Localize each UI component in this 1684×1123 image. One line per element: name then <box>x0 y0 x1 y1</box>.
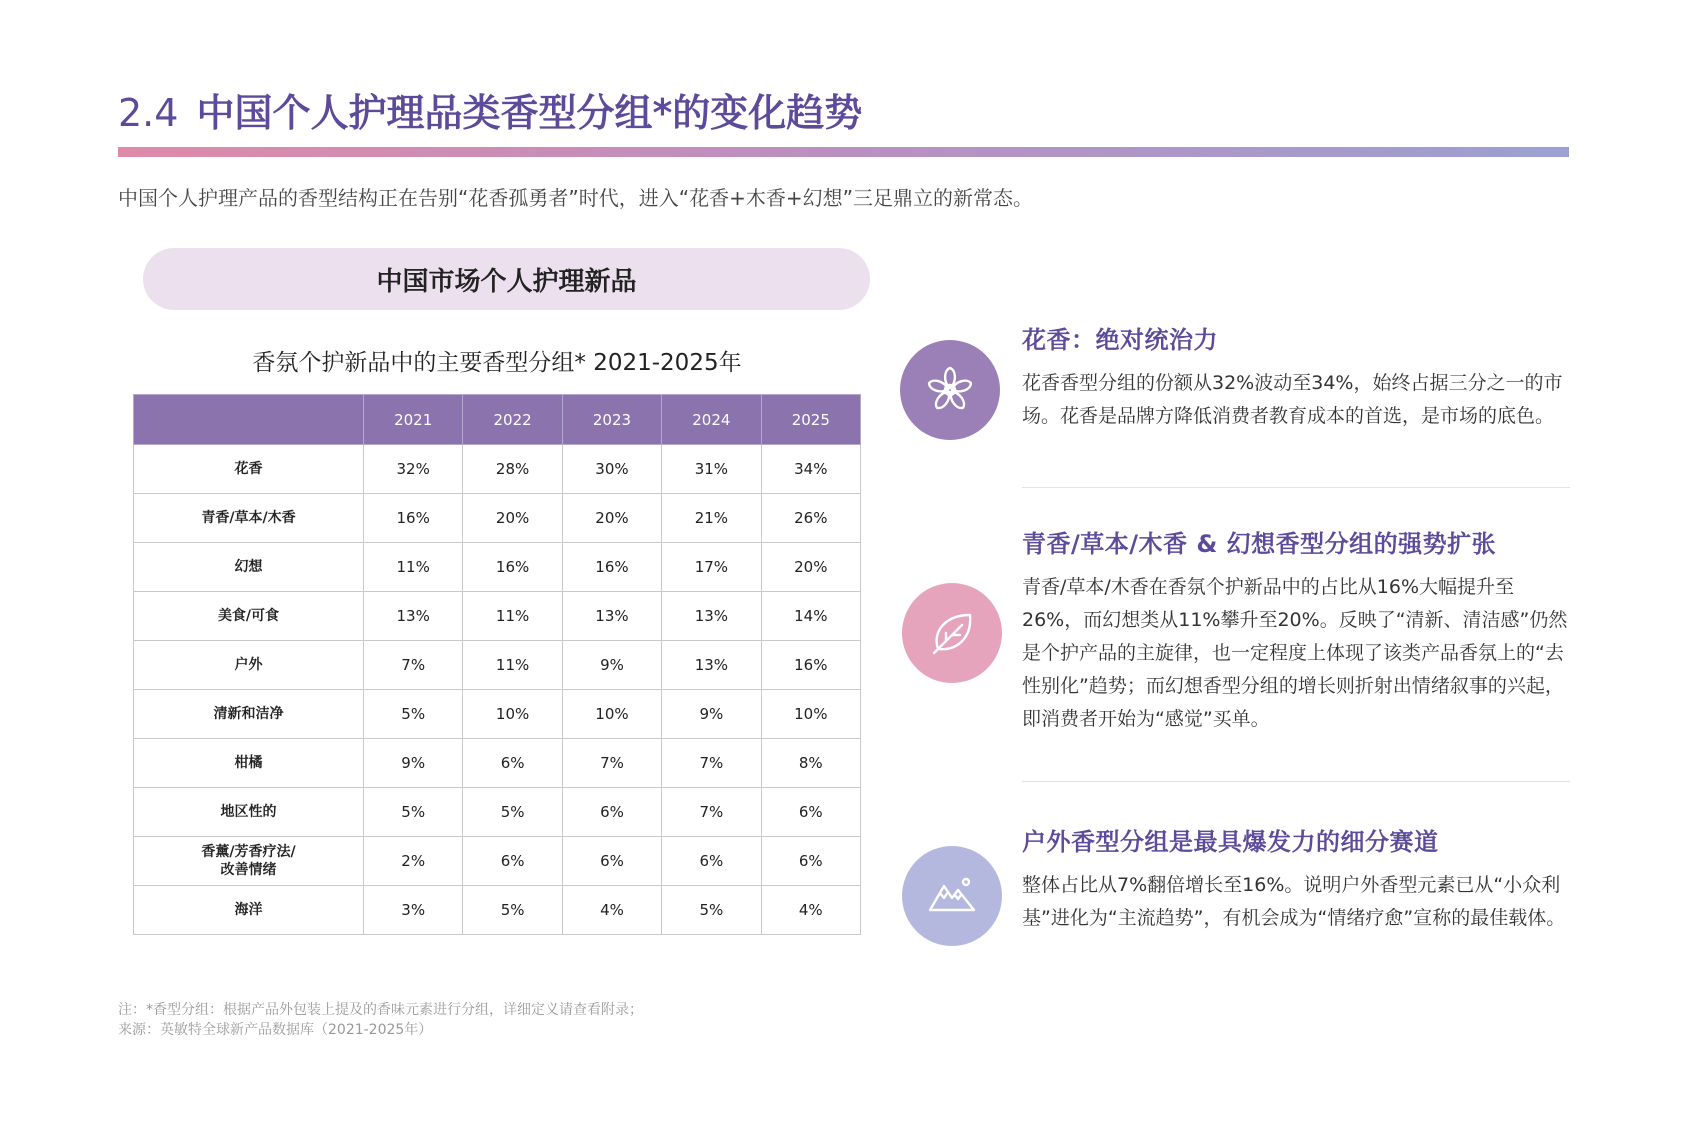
table-cell: 28% <box>463 445 562 494</box>
table-cell: 13% <box>562 592 661 641</box>
page-title <box>118 82 862 137</box>
table-cell: 32% <box>364 445 463 494</box>
insight-3-icon-badge <box>902 846 1002 946</box>
row-label: 清新和洁净 <box>134 690 364 739</box>
section-divider <box>1022 487 1570 488</box>
column-header: 2021 <box>364 395 463 445</box>
insight-body: 花香香型分组的份额从32%波动至34%，始终占据三分之一的市场。花香是品牌方降低消费者教育成本的首选，是市场的底色。 <box>1022 372 1563 427</box>
table-cell: 2% <box>364 837 463 886</box>
table-cell: 16% <box>463 543 562 592</box>
table-row <box>134 739 861 788</box>
table-cell: 5% <box>364 690 463 739</box>
table-row <box>134 592 861 641</box>
table-cell: 16% <box>761 641 860 690</box>
insight-title: 花香：绝对统治力 <box>1022 326 1218 354</box>
row-label: 幻想 <box>134 543 364 592</box>
column-header: 2023 <box>562 395 661 445</box>
table-cell: 9% <box>562 641 661 690</box>
page-subtitle: 中国个人护理产品的香型结构正在告别“花香孤勇者”时代，进入“花香+木香+幻想”三足鼎立的新常态。 <box>118 186 1033 210</box>
table-cell: 13% <box>662 592 761 641</box>
table-cell: 4% <box>761 886 860 935</box>
row-label: 美食/可食 <box>134 592 364 641</box>
table-cell: 8% <box>761 739 860 788</box>
table-row <box>134 886 861 935</box>
insight-2-icon-badge <box>902 583 1002 683</box>
table-row <box>134 543 861 592</box>
table-cell: 11% <box>463 592 562 641</box>
table-cell: 16% <box>364 494 463 543</box>
fragrance-share-table <box>133 394 861 935</box>
table-cell: 7% <box>662 739 761 788</box>
table-cell: 5% <box>364 788 463 837</box>
table-cell: 6% <box>562 788 661 837</box>
insight-body: 青香/草本/木香在香氛个护新品中的占比从16%大幅提升至26%，而幻想类从11%攀升至20%。反映了“清新、清洁感”仍然是个护产品的主旋律，也一定程度上体现了该类产品香氛上的“去性别化”趋势；而幻想香型分组的增长则折射出情绪叙事的兴起，即消费者开始为“感觉”买单。 <box>1022 576 1568 730</box>
table-cell: 9% <box>364 739 463 788</box>
table-cell: 10% <box>463 690 562 739</box>
panel-heading-pill: 中国市场个人护理新品 <box>143 248 870 310</box>
table-cell: 10% <box>562 690 661 739</box>
table-row <box>134 641 861 690</box>
table-cell: 17% <box>662 543 761 592</box>
column-header: 2025 <box>761 395 860 445</box>
column-header: 2024 <box>662 395 761 445</box>
table-header-row <box>134 395 861 445</box>
table-row <box>134 690 861 739</box>
table-cell: 30% <box>562 445 661 494</box>
table-cell: 13% <box>364 592 463 641</box>
mountain-icon <box>924 868 980 924</box>
row-label: 花香 <box>134 445 364 494</box>
table-cell: 20% <box>463 494 562 543</box>
table-cell: 14% <box>761 592 860 641</box>
table-cell: 21% <box>662 494 761 543</box>
table-cell: 9% <box>662 690 761 739</box>
table-cell: 7% <box>662 788 761 837</box>
table-row <box>134 788 861 837</box>
table-cell: 20% <box>562 494 661 543</box>
table-cell: 10% <box>761 690 860 739</box>
title-text: 中国个人护理品类香型分组*的变化趋势 <box>196 91 863 135</box>
table-cell: 4% <box>562 886 661 935</box>
insight-title: 户外香型分组是最具爆发力的细分赛道 <box>1022 828 1439 856</box>
table-cell: 5% <box>463 886 562 935</box>
section-number: 2.4 <box>118 91 179 135</box>
table-cell: 5% <box>662 886 761 935</box>
insight-1-icon-badge <box>900 340 1000 440</box>
footnote-source: 来源：英敏特全球新产品数据库（2021-2025年） <box>118 1022 433 1038</box>
table-cell: 26% <box>761 494 860 543</box>
table-cell: 7% <box>364 641 463 690</box>
row-label: 柑橘 <box>134 739 364 788</box>
table-cell: 7% <box>562 739 661 788</box>
table-row <box>134 494 861 543</box>
column-header: 2022 <box>463 395 562 445</box>
footnote-definition: 注：*香型分组：根据产品外包装上提及的香味元素进行分组，详细定义请查看附录； <box>118 1002 643 1018</box>
footnote <box>118 1000 918 1040</box>
table-row <box>134 837 861 886</box>
section-divider <box>1022 781 1570 782</box>
table-cell: 16% <box>562 543 661 592</box>
leaf-icon <box>924 605 980 661</box>
table-cell: 13% <box>662 641 761 690</box>
table-cell: 6% <box>463 837 562 886</box>
title-gradient-bar <box>118 147 1569 157</box>
row-label: 青香/草本/木香 <box>134 494 364 543</box>
table-cell: 6% <box>463 739 562 788</box>
table-cell: 11% <box>364 543 463 592</box>
table-cell: 6% <box>662 837 761 886</box>
row-label: 户外 <box>134 641 364 690</box>
table-cell: 6% <box>761 837 860 886</box>
insight-title: 青香/草本/木香 & 幻想香型分组的强势扩张 <box>1022 530 1497 558</box>
flower-icon <box>922 362 978 418</box>
table-cell: 20% <box>761 543 860 592</box>
row-label: 香薰/芳香疗法/ 改善情绪 <box>134 837 364 886</box>
table-cell: 11% <box>463 641 562 690</box>
table-cell: 5% <box>463 788 562 837</box>
table-cell: 6% <box>761 788 860 837</box>
insight-body: 整体占比从7%翻倍增长至16%。说明户外香型元素已从“小众利基”进化为“主流趋势”，有机会成为“情绪疗愈”宣称的最佳载体。 <box>1022 874 1566 929</box>
insight-outdoor <box>1022 822 1570 935</box>
table-cell: 6% <box>562 837 661 886</box>
row-label: 海洋 <box>134 886 364 935</box>
table-caption: 香氛个护新品中的主要香型分组* 2021-2025年 <box>252 350 742 376</box>
table-body <box>134 445 861 935</box>
table-cell: 34% <box>761 445 860 494</box>
insight-green-fantasy <box>1022 524 1570 736</box>
insight-floral <box>1022 320 1570 433</box>
table-cell: 31% <box>662 445 761 494</box>
row-label: 地区性的 <box>134 788 364 837</box>
table-cell: 3% <box>364 886 463 935</box>
header-corner-cell <box>134 395 364 445</box>
table-row <box>134 445 861 494</box>
